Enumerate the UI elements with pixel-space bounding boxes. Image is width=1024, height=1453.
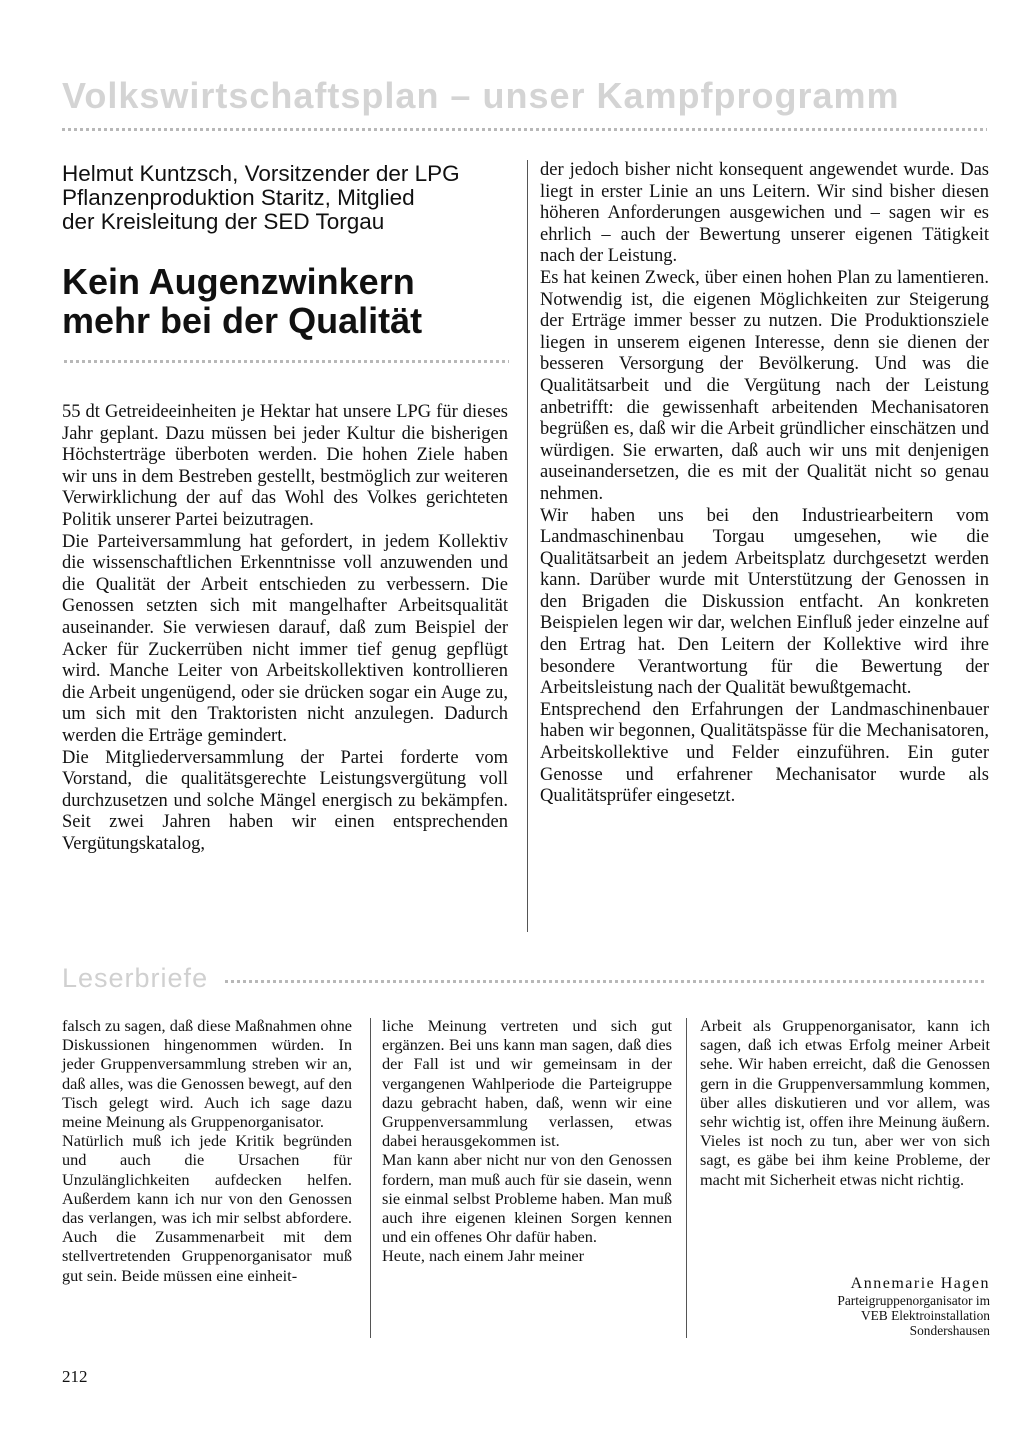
signature-role-line: Parteigruppenorganisator im xyxy=(837,1293,990,1308)
author-line: Helmut Kuntzsch, Vorsitzender der LPG xyxy=(62,161,460,186)
paragraph: Entsprechend den Erfahrungen der Landmaschinenbauer haben wir begonnen, Qualitätspässe für die Mechanisatoren, Arbeitskollektive und Felder einzuführen. Ein guter Genosse und erfahrener Mechanisator wurde als Qualitätsprüfer eingesetzt. xyxy=(540,699,989,807)
signature-role-line: Sondershausen xyxy=(909,1323,990,1338)
article-column-2 xyxy=(540,160,989,808)
author-line: der Kreisleitung der SED Torgau xyxy=(62,209,385,234)
title-line: mehr bei der Qualität xyxy=(62,300,423,341)
letters-column-1 xyxy=(62,1016,352,1285)
paragraph: Wir haben uns bei den Industriearbeitern vom Landmaschinenbau Torgau umgesehen, wie die Qualitätsarbeit an jedem Arbeitsplatz durchgesetzt werden kann. Darüber wurde mit Unterstützung der Genossen in den Brigaden die Diskussion entfacht. An konkreten Beispielen legen wir dar, welchen Einfluß jeder einzelne auf den Ertrag hat. Den Leitern der Kollektive wird ihre besondere Verantwortung für die Bewertung der Arbeitsleistung nach der Qualität bewußtgemacht. xyxy=(540,505,989,699)
header-rule xyxy=(62,128,987,131)
letters-column-2 xyxy=(382,1016,672,1266)
paragraph: der jedoch bisher nicht konsequent angewendet wurde. Das liegt in erster Linie an uns Leitern. Wir sind bisher diesen höheren Anforderungen ausgewichen und – sagen wir es ehrlich – auch der Bewertung unserer eigenen Tätigkeit nach der Leistung. xyxy=(540,160,989,267)
section-heading-letters: Leserbriefe xyxy=(62,963,209,993)
letters-divider-2 xyxy=(686,1018,687,1338)
page-number: 212 xyxy=(62,1367,88,1386)
paragraph: Heute, nach einem Jahr meiner xyxy=(382,1246,585,1266)
paragraph: Arbeit als Gruppenorganisator, kann ich sagen, daß ich etwas Erfolg meiner Arbeit sehe. Wir haben erreicht, daß die Genossen gern in die Gruppenversammlung kommen, über alles diskutieren und vor allem, was sehr wichtig ist, offen ihre Meinung äußern. Vieles ist noch zu tun, aber wer von sich sagt, es gäbe bei ihm keine Probleme, der macht mit Sicherheit etwas nicht richtig. xyxy=(700,1016,990,1189)
article-title xyxy=(62,262,512,340)
title-line: Kein Augenzwinkern xyxy=(62,261,415,302)
title-rule xyxy=(64,360,509,363)
letters-rule xyxy=(225,980,987,983)
running-header: Volkswirtschaftsplan – unser Kampfprogramm xyxy=(62,75,900,116)
paragraph: falsch zu sagen, daß diese Maßnahmen ohne Diskussionen hingenommen würden. In jeder Gruppenversammlung streben wir an, daß alles, was die Genossen bewegt, auf den Tisch gelegt wird. Auch ich sage dazu meine Meinung als Gruppenorganisator. xyxy=(62,1016,352,1132)
paragraph: Man kann aber nicht nur von den Genossen fordern, man muß auch für sie dasein, wenn sie einmal selbst Probleme haben. Man muß auch ihre eigenen kleinen Sorgen kennen und ein offenes Ohr dafür haben. xyxy=(382,1150,672,1247)
paragraph: 55 dt Getreideeinheiten je Hektar hat unsere LPG für dieses Jahr geplant. Dazu müssen bei jeder Kultur die bisherigen Höchsterträge überboten werden. Die hohen Ziele haben wir uns in dem Bestreben gestellt, bestmöglich zur weiteren Verwirklichung der auf das Wohl des Volkes gerichteten Politik unserer Partei beizutragen. xyxy=(62,402,508,530)
paragraph: Die Parteiversammlung hat gefordert, in jedem Kollektiv die wissenschaftlichen Erkenntnisse voll anzuwenden und die Qualität der Arbeit entschieden zu verbessern. Die Genossen setzten sich mit mangelhafter Arbeitsqualität auseinander. Sie verwiesen darauf, daß zum Beispiel der Acker für Zuckerrüben nicht immer tief genug gepflügt wird. Manche Leiter von Arbeitskollektiven kontrollieren die Arbeit ungenügend, oder sie drücken sogar ein Auge zu, um sich mit den Traktoristen nicht anzulegen. Dadurch werden die Erträge gemindert. xyxy=(62,531,508,746)
letter-signature xyxy=(700,1275,990,1338)
article-column-divider xyxy=(527,160,528,932)
signature-name: Annemarie Hagen xyxy=(850,1275,990,1292)
letters-column-3 xyxy=(700,1016,990,1189)
article-author xyxy=(62,162,502,234)
paragraph: Die Mitgliederversammlung der Partei forderte vom Vorstand, die qualitätsgerechte Leistungsvergütung voll durchzusetzen und solche Mängel energisch zu bekämpfen. Seit zwei Jahren haben wir einen entsprechenden Vergütungskatalog, xyxy=(62,747,508,854)
paragraph: Natürlich muß ich jede Kritik begründen und auch die Ursachen für Unzulänglichkeiten aufdecken helfen. Außerdem kann ich nur von den Genossen das verlangen, was ich mir selbst abfordere. Auch die Zusammenarbeit mit dem stellvertretenden Gruppenorganisator muß gut sein. Beide müssen eine einheit- xyxy=(62,1131,352,1285)
author-line: Pflanzenproduktion Staritz, Mitglied xyxy=(62,185,415,210)
signature-role-line: VEB Elektroinstallation xyxy=(860,1308,990,1323)
paragraph: liche Meinung vertreten und sich gut ergänzen. Bei uns kann man sagen, daß dies der Fall ist und wir gemeinsam in der vergangenen Wahlperiode die Parteigruppe dazu gebracht haben, daß, wenn wir eine Gruppenversammlung verlassen, etwas dabei herausgekommen ist. xyxy=(382,1016,672,1151)
letters-divider-1 xyxy=(370,1018,371,1338)
article-column-1 xyxy=(62,402,508,855)
paragraph: Es hat keinen Zweck, über einen hohen Plan zu lamentieren. Notwendig ist, die eigenen Möglichkeiten zur Steigerung der Erträge immer besser zu nutzen. Die Produktionsziele liegen in unserem eigenen Interesse, denn sie dienen der besseren Versorgung der Bevölkerung. Und was die Qualitätsarbeit und die Vergütung nach der Leistung anbetrifft: die gewissenhaft arbeitenden Mechanisatoren begrüßen es, daß wir die Arbeit gründlicher einschätzen und würdigen. Sie erwarten, daß auch wir uns mit denjenigen auseinandersetzen, die es mit der Qualität nicht so genau nehmen. xyxy=(540,267,989,504)
